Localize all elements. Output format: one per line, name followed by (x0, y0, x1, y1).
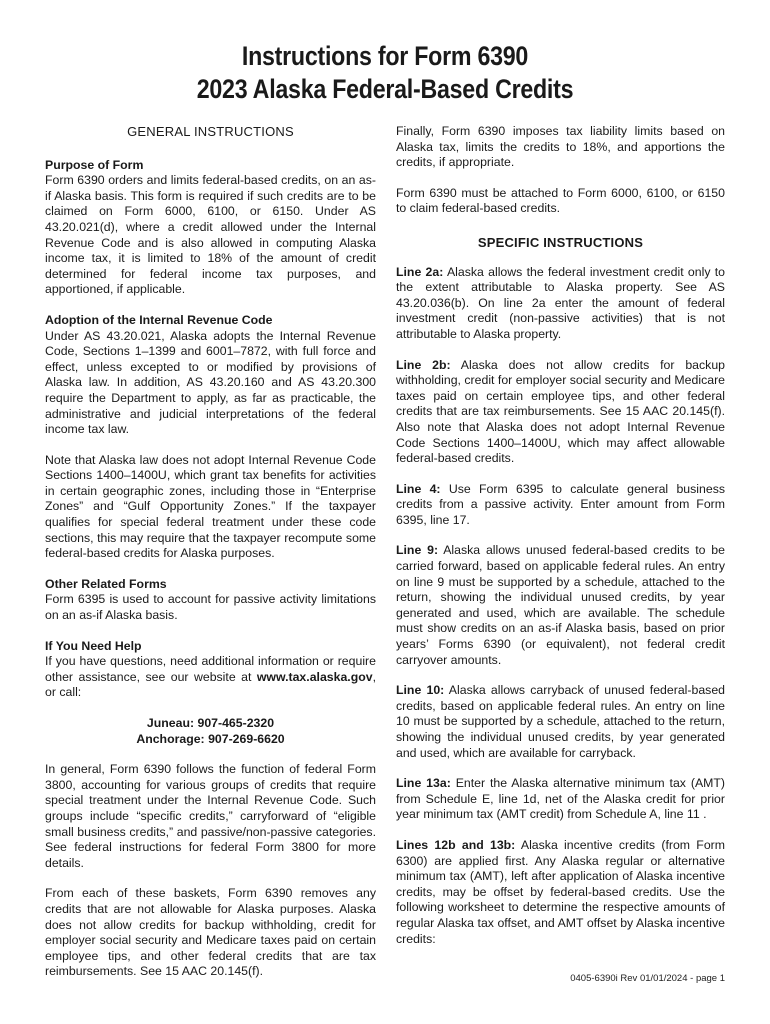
help-section (45, 639, 376, 701)
line-label: Line 13a: (396, 776, 451, 791)
line-instruction (396, 683, 725, 761)
purpose-title: Purpose of Form (45, 157, 144, 172)
line-text: Alaska allows the federal investment credit only to the extent attributable to Alaska property. See AS 43.20.036(b). On line 2a enter the amount of federal investment credit (non-passive activities) that is not attributable to Alaska property. (396, 264, 726, 341)
line-label: Line 9: (396, 543, 439, 558)
line-instruction (396, 358, 725, 467)
line-text: Alaska allows unused federal-based credits to be carried forward, based on applicable federal rules. An entry on line 9 must be supported by a schedule, attached to the return, showing the individual unused credits, by year generated and used, which are available. The schedule must show credits on an as-if Alaska basis, based on prior years’ Forms 6390 (or equivalent), not federal credit carryover amounts. (396, 543, 725, 667)
note-paragraph: Note that Alaska law does not adopt Internal Revenue Code Sections 1400–1400U, which grant tax benefits for activities in certain geographic zones, including those in “Enterprise Zones” and “Gulf Opportunity Zones.” If the taxpayer qualifies for special federal treatment under these code sections, this may require that the taxpayer recompute some federal-based credits for Alaska purposes. (45, 452, 376, 561)
help-text-after: , or call: (45, 669, 376, 700)
line-label: Line 10: (396, 683, 445, 698)
title-line-1: Instructions for Form 6390 (241, 41, 529, 71)
adoption-section (45, 313, 376, 438)
right-column (396, 124, 725, 962)
phone-numbers (45, 716, 376, 747)
line-instruction (396, 482, 725, 529)
line-instruction (396, 265, 725, 343)
left-column (45, 124, 376, 995)
line-text: Alaska incentive credits (from Form 6300) are applied first. Any Alaska regular or alternative minimum tax (AMT), left after application of Alaska incentive credits, may be offset by federal-based credits. Use the following worksheet to determine the respective amounts of regular Alaska tax offset, and AMT offset by Alaska incentive credits: (396, 837, 725, 946)
help-title: If You Need Help (45, 638, 142, 653)
general-instructions-heading: GENERAL INSTRUCTIONS (127, 124, 294, 139)
document-title (0, 40, 770, 106)
help-text (45, 654, 376, 701)
adoption-title: Adoption of the Internal Revenue Code (45, 312, 273, 327)
anchorage-phone: Anchorage: 907-269-6620 (136, 731, 285, 746)
line-text: Alaska does not allow credits for backup withholding, credit for employer social security and Medicare taxes paid on certain employee tips, and other federal credits that are tax reimbursements. See 15 AAC 20.145(f). Also note that Alaska does not adopt Internal Revenue Code Sections 1400–1400U, which may affect allowable federal-based credits. (396, 357, 725, 466)
finally-paragraph: Finally, Form 6390 imposes tax liability limits based on Alaska tax, limits the credits to 18%, and apportions the credits, if appropriate. (396, 124, 725, 170)
line-instruction (396, 543, 725, 668)
website-link[interactable]: www.tax.alaska.gov (256, 669, 373, 684)
line-text: Use Form 6395 to calculate general business credits from a passive activity. Enter amount from Form 6395, line 17. (396, 481, 725, 527)
purpose-section (45, 158, 376, 298)
juneau-phone: Juneau: 907-465-2320 (146, 716, 275, 730)
related-forms-section (45, 577, 376, 624)
related-forms-title: Other Related Forms (45, 576, 167, 591)
line-label: Line 4: (396, 481, 441, 496)
line-text: Enter the Alaska alternative minimum tax (AMT) from Schedule E, line 1d, net of the Alaska credit for prior year minimum tax (AMT credit) from Schedule A, line 11 . (396, 776, 725, 822)
general-paragraph: In general, Form 6390 follows the function of federal Form 3800, accounting for various groups of credits that require special treatment under the Internal Revenue Code. Such groups include “specific credits,” carryforward of “eligible small business credits,” and passive/non-passive categories. See federal instructions for federal Form 3800 for more details. (45, 762, 376, 870)
related-forms-text: Form 6395 is used to account for passive activity limitations on an as-if Alaska basis. (45, 592, 376, 623)
baskets-paragraph: From each of these baskets, Form 6390 removes any credits that are not allowable for Alaska purposes. Alaska does not allow credits for backup withholding, credit for employer social security and Medicare taxes paid on certain employee tips, and other federal credits that are tax reimbursements. See 15 AAC 20.145(f). (45, 886, 376, 979)
specific-instructions-heading: SPECIFIC INSTRUCTIONS (477, 234, 644, 250)
page-footer: 0405-6390i Rev 01/01/2024 - page 1 (570, 973, 725, 984)
help-text-before: If you have questions, need additional information or require other assistance, see our website at (45, 654, 376, 684)
line-label: Lines 12b and 13b: (396, 837, 516, 852)
adoption-text: Under AS 43.20.021, Alaska adopts the Internal Revenue Code, Sections 1–1399 and 6001–7872, with full force and effect, unless excepted to or modified by provisions of Alaska law. In addition, AS 43.20.160 and AS 43.20.300 require the Department to apply, as far as practicable, the administrative and judicial interpretations of the federal income tax law. (45, 328, 376, 437)
line-instruction (396, 776, 725, 823)
line-label: Line 2a: (396, 264, 444, 279)
purpose-text: Form 6390 orders and limits federal-based credits, on an as-if Alaska basis. This form is required if such credits are to be claimed on Form 6000, 6100, or 6150. Under AS 43.20.021(d), where a credit allowed under the Internal Revenue Code and is also allowed in computing Alaska income tax, it is limited to 18% of the amount of credit determined for federal income tax purposes, and apportioned, if applicable. (45, 173, 376, 297)
line-text: Alaska allows carryback of unused federal-based credits, based on applicable federal rules. An entry on line 10 must be supported by a schedule, attached to the return, showing the individual unused credits, by year generated and used, which are available for carryback. (396, 683, 726, 760)
line-instruction (396, 838, 725, 947)
title-line-2: 2023 Alaska Federal-Based Credits (196, 74, 574, 104)
line-label: Line 2b: (396, 357, 451, 372)
attach-paragraph: Form 6390 must be attached to Form 6000, 6100, or 6150 to claim federal-based credits. (396, 185, 725, 216)
